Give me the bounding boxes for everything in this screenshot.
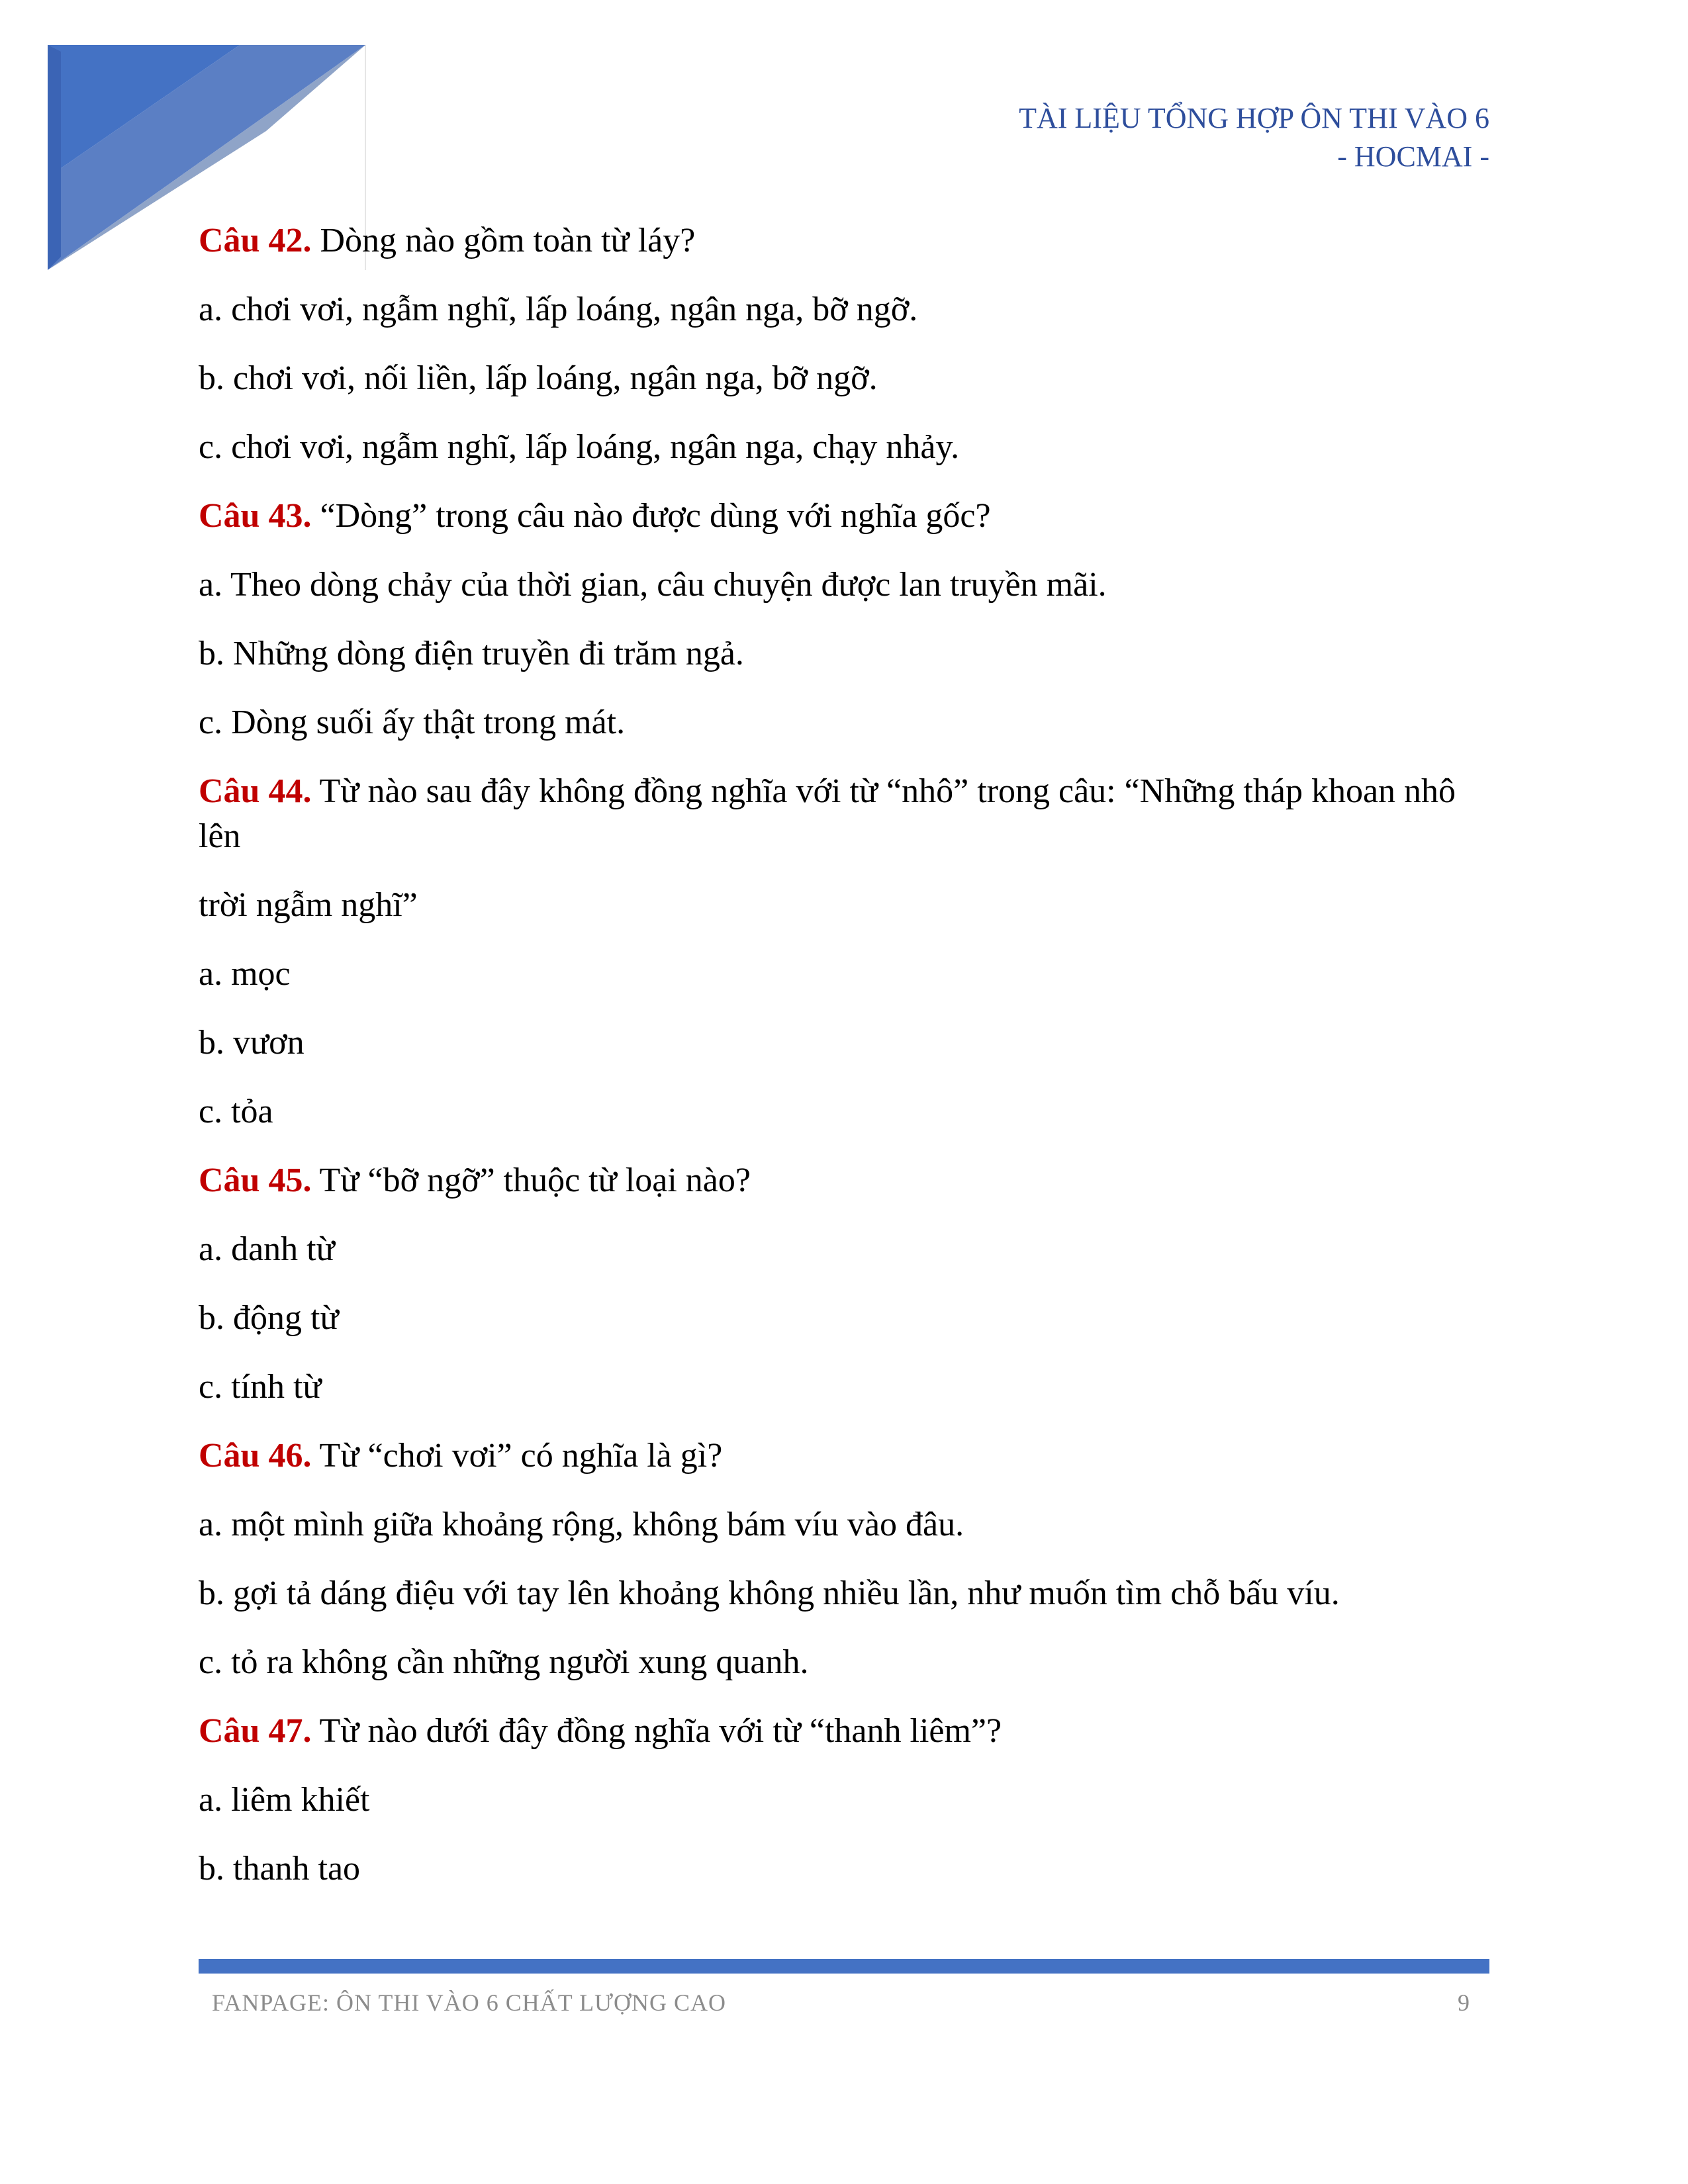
question-text: Dòng nào gồm toàn từ láy? <box>311 222 696 259</box>
question-label: Câu 46. <box>199 1437 312 1475</box>
option-47b: b. thanh tao <box>199 1850 361 1888</box>
question-label: Câu 42. <box>199 222 312 259</box>
option-44a: a. mọc <box>199 955 291 993</box>
document-header <box>1019 99 1489 176</box>
option-42b: b. chơi vơi, nối liền, lấp loáng, ngân nga, bỡ ngỡ. <box>199 359 878 397</box>
question-label: Câu 43. <box>199 497 312 535</box>
page-number: 9 <box>1458 1989 1470 2016</box>
question-label: Câu 44. <box>199 772 312 810</box>
option-44c: c. tỏa <box>199 1093 273 1130</box>
question-label: Câu 47. <box>199 1712 312 1750</box>
question-text: Từ “bỡ ngỡ” thuộc từ loại nào? <box>311 1161 751 1199</box>
option-43c: c. Dòng suối ấy thật trong mát. <box>199 704 626 741</box>
header-title: TÀI LIỆU TỔNG HỢP ÔN THI VÀO 6 <box>1019 102 1489 134</box>
header-subtitle: - HOCMAI - <box>1337 140 1489 173</box>
option-46c: c. tỏ ra không cần những người xung quanh. <box>199 1643 809 1681</box>
option-47a: a. liêm khiết <box>199 1781 370 1819</box>
question-47 <box>199 1709 1483 1754</box>
question-text: Từ “chơi vơi” có nghĩa là gì? <box>311 1437 723 1475</box>
footer-divider <box>199 1959 1489 1974</box>
question-43 <box>199 494 1483 539</box>
document-body <box>199 218 1483 1915</box>
option-46a: a. một mình giữa khoảng rộng, không bám víu vào đâu. <box>199 1506 964 1543</box>
question-text: Từ nào dưới đây đồng nghĩa với từ “thanh liêm”? <box>311 1712 1002 1750</box>
option-46b: b. gợi tả dáng điệu với tay lên khoảng không nhiều lần, như muốn tìm chỗ bấu víu. <box>199 1574 1340 1612</box>
question-45 <box>199 1158 1483 1203</box>
question-text: Từ nào sau đây không đồng nghĩa với từ “nhô” trong câu: “Những tháp khoan nhô lên <box>199 772 1465 855</box>
option-42a: a. chơi vơi, ngẫm nghĩ, lấp loáng, ngân nga, bỡ ngỡ. <box>199 291 918 328</box>
question-42 <box>199 218 1483 263</box>
option-42c: c. chơi vơi, ngẫm nghĩ, lấp loáng, ngân nga, chạy nhảy. <box>199 428 960 466</box>
question-46 <box>199 1433 1483 1479</box>
question-label: Câu 45. <box>199 1161 312 1199</box>
option-43b: b. Những dòng điện truyền đi trăm ngả. <box>199 635 744 672</box>
option-45c: c. tính từ <box>199 1368 322 1406</box>
question-text: “Dòng” trong câu nào được dùng với nghĩa gốc? <box>311 497 991 535</box>
option-45b: b. động từ <box>199 1299 339 1337</box>
option-44b: b. vươn <box>199 1024 305 1062</box>
footer-fanpage: FANPAGE: ÔN THI VÀO 6 CHẤT LƯỢNG CAO <box>212 1989 726 2016</box>
option-45a: a. danh từ <box>199 1230 335 1268</box>
question-44-continuation: trời ngẫm nghĩ” <box>199 886 418 924</box>
question-44 <box>199 769 1483 859</box>
option-43a: a. Theo dòng chảy của thời gian, câu chuyện được lan truyền mãi. <box>199 566 1107 604</box>
